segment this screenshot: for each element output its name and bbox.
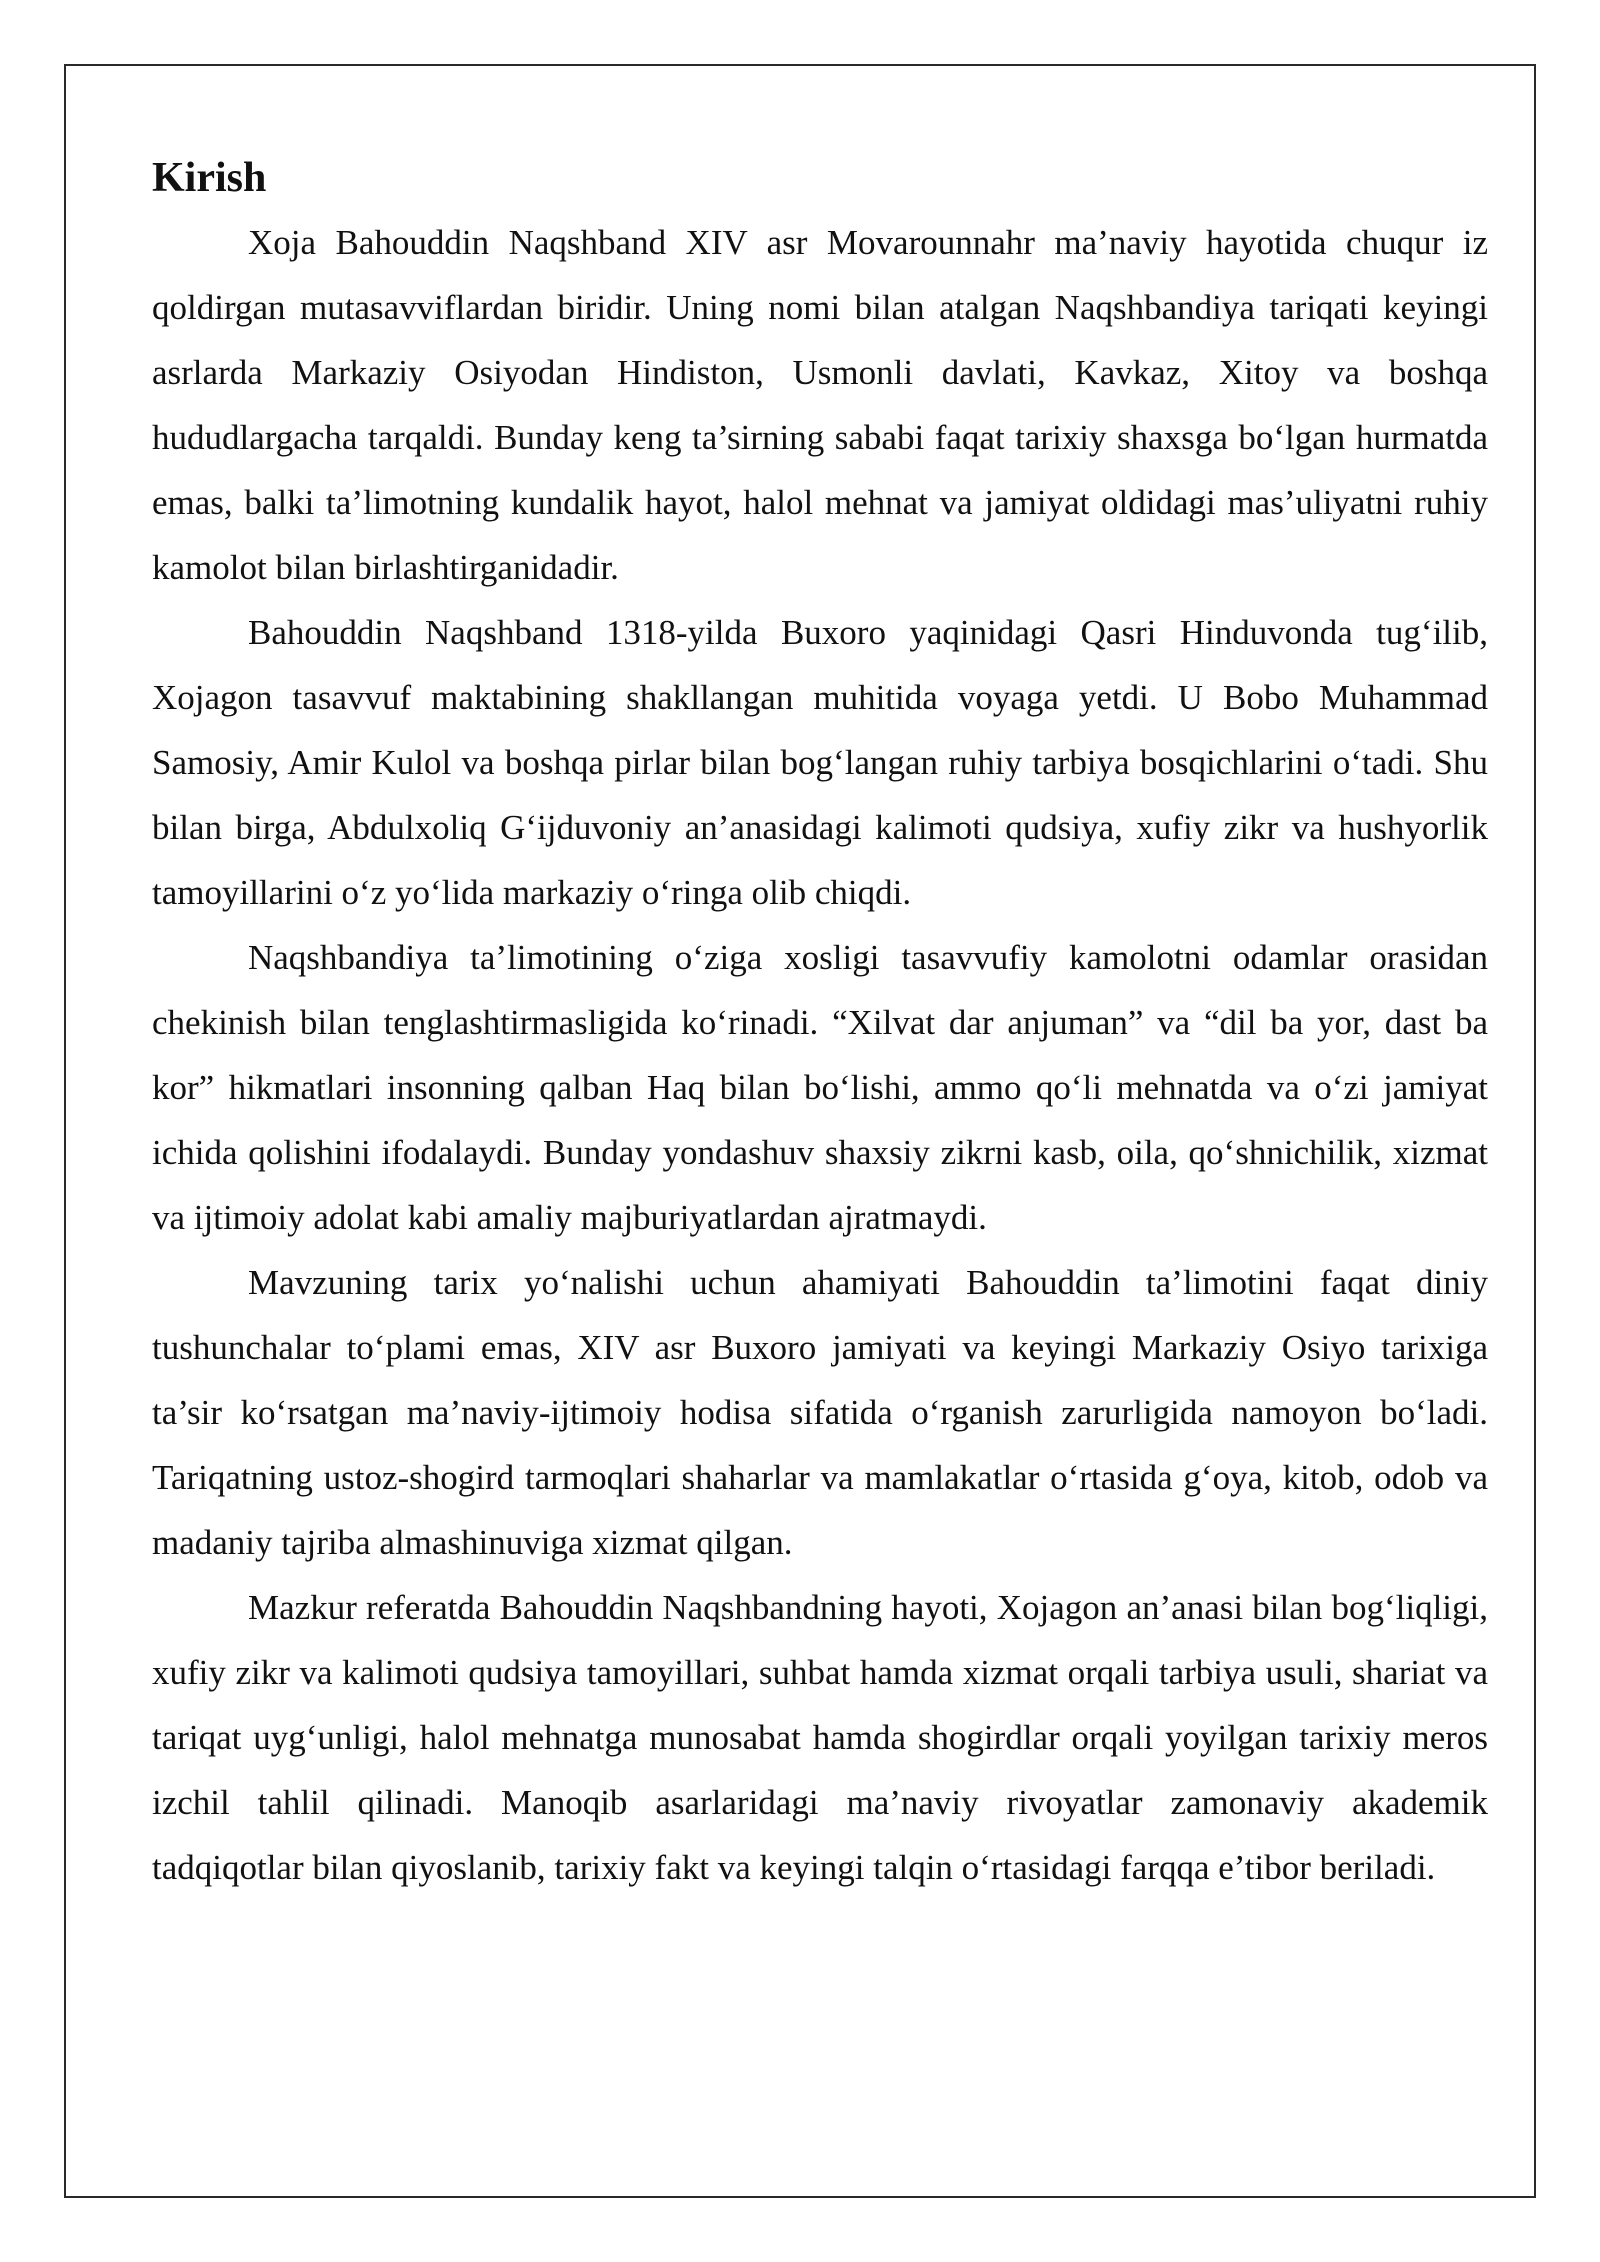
paragraph-5: Mazkur referatda Bahouddin Naqshbandning hayoti, Xojagon an’anasi bilan bog‘liqligi, xufiy zikr va kalimoti qudsiya tamoyillari, suhbat hamda xizmat orqali tarbiya usuli, shariat va tariqat uyg‘unligi, halol mehnatga munosabat hamda shogirdlar orqali yoyilgan tarixiy meros izchil tahlil qilinadi. Manoqib asarlaridagi ma’naviy rivoyatlar zamonaviy akademik tadqiqotlar bilan qiyoslanib, tarixiy fakt va keyingi talqin o‘rtasidagi farqqa e’tibor beriladi. — [152, 1588, 1488, 1887]
paragraph-2: Bahouddin Naqshband 1318-yilda Buxoro yaqinidagi Qasri Hinduvonda tug‘ilib, Xojagon tasavvuf maktabining shakllangan muhitida voyaga yetdi. U Bobo Muhammad Samosiy, Amir Kulol va boshqa pirlar bilan bog‘langan ruhiy tarbiya bosqichlarini o‘tadi. Shu bilan birga, Abdulxoliq G‘ijduvoniy an’anasidagi kalimoti qudsiya, xufiy zikr va hushyorlik tamoyillarini o‘z yo‘lida markaziy o‘ringa olib chiqdi. — [152, 613, 1488, 912]
paragraph-1: Xoja Bahouddin Naqshband XIV asr Movarounnahr ma’naviy hayotida chuqur iz qoldirgan mutasavviflardan biridir. Uning nomi bilan atalgan Naqshbandiya tariqati keyingi asrlarda Markaziy Osiyodan Hindiston, Usmonli davlati, Kavkaz, Xitoy va boshqa hududlargacha tarqaldi. Bunday keng ta’sirning sababi faqat tarixiy shaxsga bo‘lgan hurmatda emas, balki ta’limotning kundalik hayot, halol mehnat va jamiyat oldidagi mas’uliyatni ruhiy kamolot bilan birlashtirganidadir. — [152, 223, 1488, 587]
paragraph-4: Mavzuning tarix yo‘nalishi uchun ahamiyati Bahouddin ta’limotini faqat diniy tushunchalar to‘plami emas, XIV asr Buxoro jamiyati va keyingi Markaziy Osiyo tarixiga ta’sir ko‘rsatgan ma’naviy-ijtimoiy hodisa sifatida o‘rganish zarurligida namoyon bo‘ladi. Tariqatning ustoz-shogird tarmoqlari shaharlar va mamlakatlar o‘rtasida g‘oya, kitob, odob va madaniy tajriba almashinuviga xizmat qilgan. — [152, 1263, 1488, 1562]
section-heading: Kirish — [152, 155, 267, 201]
paragraph-3: Naqshbandiya ta’limotining o‘ziga xosligi tasavvufiy kamolotni odamlar orasidan chekinish bilan tenglashtirmasligida ko‘rinadi. “Xilvat dar anjuman” va “dil ba yor, dast ba kor” hikmatlari insonning qalban Haq bilan bo‘lishi, ammo qo‘li mehnatda va o‘zi jamiyat ichida qolishini ifodalaydi. Bunday yondashuv shaxsiy zikrni kasb, oila, qo‘shnichilik, xizmat va ijtimoiy adolat kabi amaliy majburiyatlardan ajratmaydi. — [152, 938, 1488, 1237]
document-body — [152, 150, 1488, 1900]
